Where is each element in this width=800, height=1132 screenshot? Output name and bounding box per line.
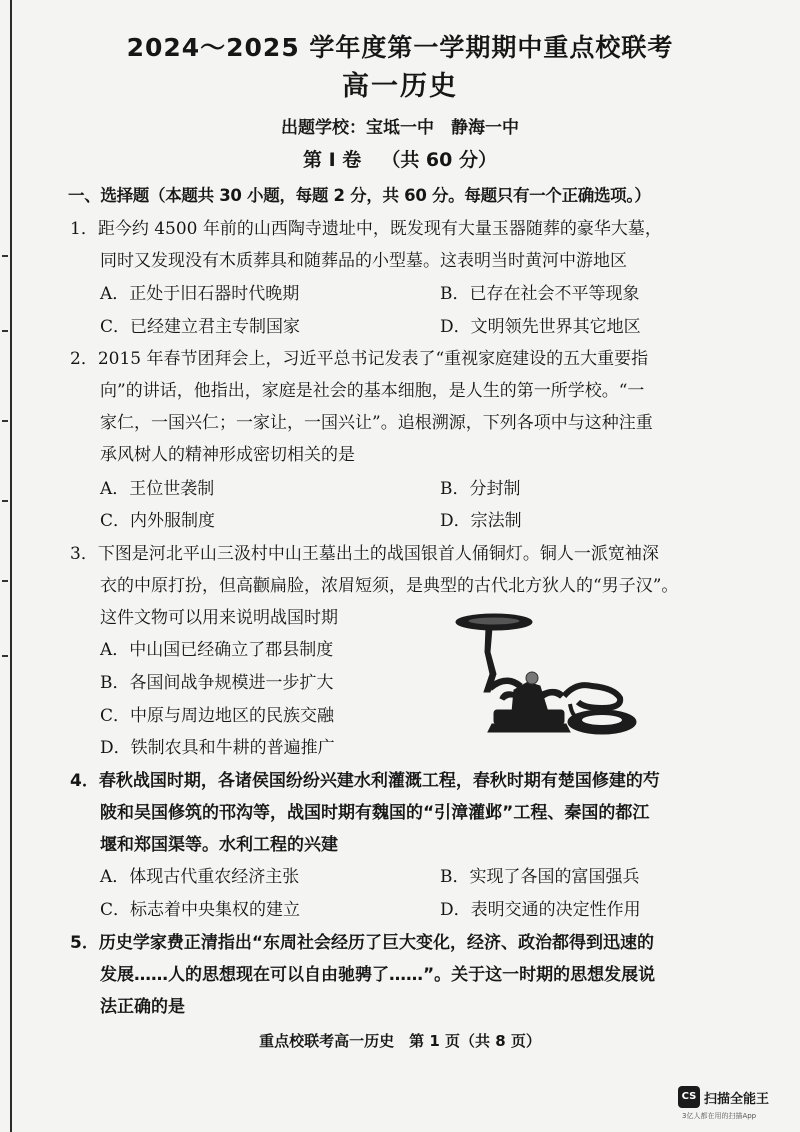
binding-mark [2, 420, 8, 422]
question-2-option-b: B．分封制 [440, 479, 521, 499]
question-1-option-b: B．已存在社会不平等现象 [440, 284, 640, 304]
question-2-option-c: C．内外服制度 [100, 511, 216, 531]
question-5-line-1: 5．历史学家费正清指出“东周社会经历了巨大变化，经济、政治都得到迅速的 [70, 933, 654, 953]
question-4-option-c: C．标志着中央集权的建立 [100, 900, 301, 920]
exam-schools: 出题学校：宝坻一中 静海一中 [281, 118, 519, 138]
watermark-tagline: 3亿人都在用的扫描App [682, 1112, 757, 1120]
question-1-option-a: A．正处于旧石器时代晚期 [100, 284, 300, 304]
question-5-line-3: 法正确的是 [100, 997, 185, 1017]
watermark-app-name: 扫描全能王 [704, 1092, 770, 1107]
question-1-line-2: 同时又发现没有木质葬具和随葬品的小型墓。这表明当时黄河中游地区 [100, 251, 627, 271]
question-3-option-c: C．中原与周边地区的民族交融 [100, 706, 335, 726]
question-2-line-3: 家仁，一国兴仁；一家让，一国兴让”。追根溯源，下列各项中与这种注重 [100, 413, 653, 433]
volume-heading [0, 145, 800, 172]
question-4-line-3: 堰和郑国渠等。水利工程的兴建 [100, 835, 338, 855]
camscanner-logo-icon: CS [678, 1086, 700, 1108]
question-4-option-b: B．实现了各国的富国强兵 [440, 867, 640, 887]
question-2-line-1: 2．2015 年春节团拜会上，习近平总书记发表了“重视家庭建设的五大重要指 [70, 349, 649, 369]
volume-score: （共 60 分） [381, 149, 497, 171]
section-heading: 一、选择题（本题共 30 小题，每题 2 分，共 60 分。每题只有一个正确选项。） [68, 186, 651, 205]
volume-label: 第 I 卷 [303, 149, 362, 171]
question-4-line-1: 4．春秋战国时期，各诸侯国纷纷兴建水利灌溉工程，春秋时期有楚国修建的芍 [70, 771, 660, 791]
question-4-option-a: A．体现古代重农经济主张 [100, 867, 300, 887]
question-1-option-d: D．文明领先世界其它地区 [440, 317, 641, 337]
question-2-option-d: D．宗法制 [440, 511, 522, 531]
binding-mark [2, 655, 8, 657]
question-2-line-2: 向”的讲话，他指出，家庭是社会的基本细胞，是人生的第一所学校。“一 [100, 381, 645, 401]
question-3-option-b: B．各国间战争规模进一步扩大 [100, 673, 334, 693]
bronze-lamp-figure [452, 612, 642, 752]
question-1-option-c: C．已经建立君主专制国家 [100, 317, 301, 337]
question-3-option-d: D．铁制农具和牛耕的普遍推广 [100, 738, 335, 758]
binding-mark [2, 580, 8, 582]
scanner-watermark [678, 1086, 778, 1122]
question-3-line-2: 衣的中原打扮，但高颧扁脸，浓眉短须，是典型的古代北方狄人的“男子汉”。 [100, 576, 679, 596]
question-5-line-2: 发展……人的思想现在可以自由驰骋了……”。关于这一时期的思想发展说 [100, 965, 656, 985]
exam-subject: 高一历史 [342, 71, 458, 102]
question-1-line-1: 1．距今约 4500 年前的山西陶寺遗址中，既发现有大量玉器随葬的豪华大墓， [70, 219, 662, 239]
question-3-option-a: A．中山国已经确立了郡县制度 [100, 640, 334, 660]
question-3-line-3: 这件文物可以用来说明战国时期 [100, 608, 338, 628]
question-4-option-d: D．表明交通的决定性作用 [440, 900, 641, 920]
binding-mark [2, 255, 8, 257]
exam-title: 2024～2025 学年度第一学期期中重点校联考 [126, 33, 674, 62]
question-2-option-a: A．王位世袭制 [100, 479, 215, 499]
binding-mark [2, 500, 8, 502]
question-2-line-4: 承风树人的精神形成密切相关的是 [100, 445, 355, 465]
binding-mark [2, 330, 8, 332]
page-footer: 重点校联考高一历史 第 1 页（共 8 页） [259, 1032, 541, 1050]
question-3-line-1: 3．下图是河北平山三汲村中山王墓出土的战国银首人俑铜灯。铜人一派宽袖深 [70, 544, 659, 564]
question-4-line-2: 陂和吴国修筑的邗沟等，战国时期有魏国的“引漳灌邺”工程、秦国的都江 [100, 803, 650, 823]
